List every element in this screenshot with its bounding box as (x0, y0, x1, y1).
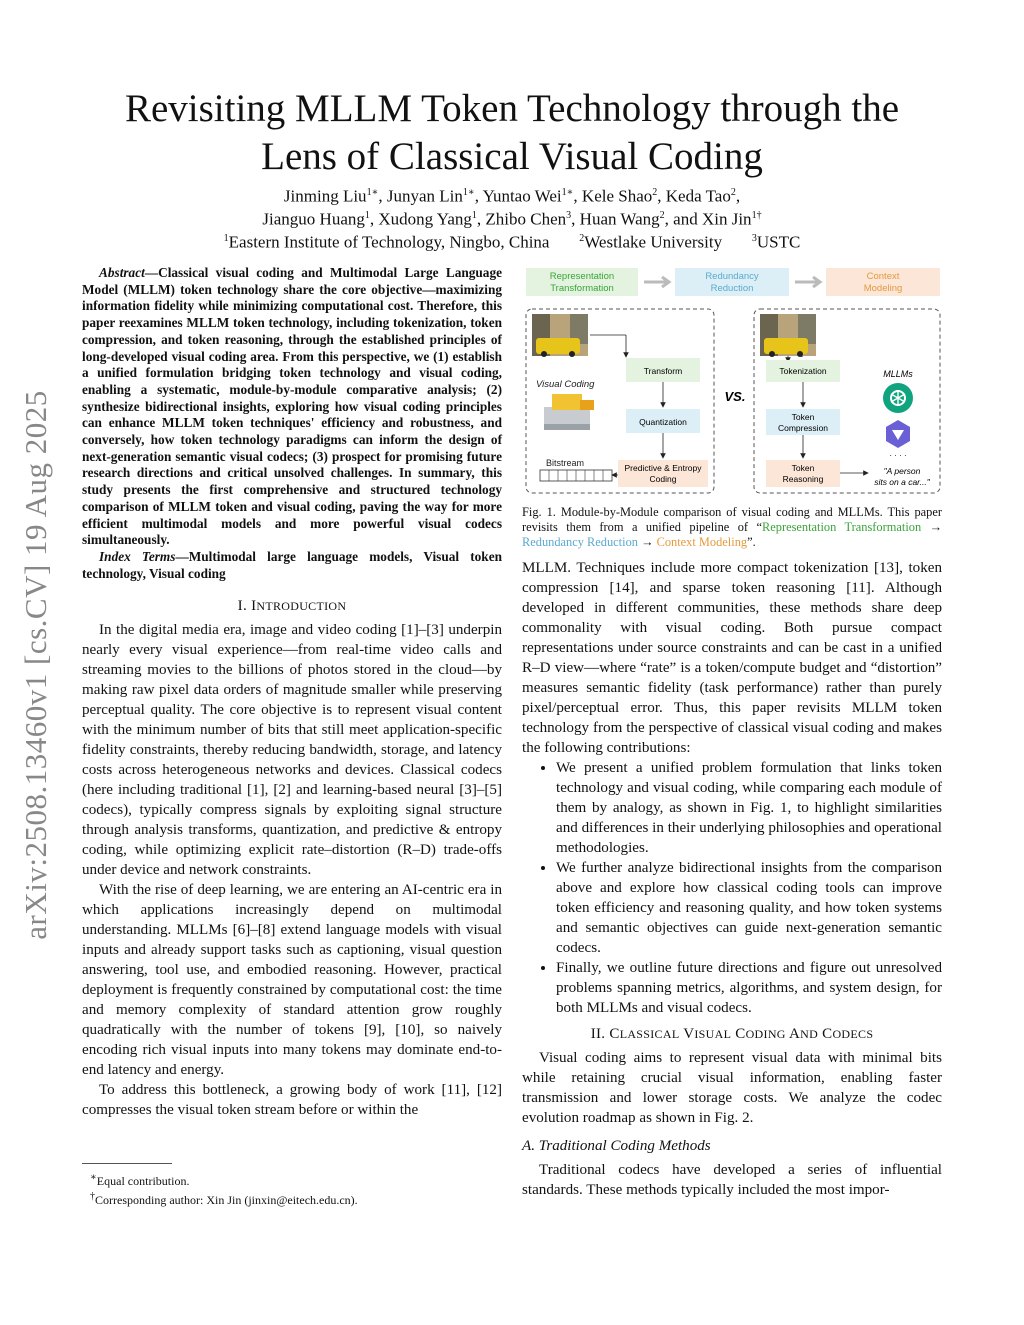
author: Jianguo Huang (262, 209, 365, 229)
affiliation: Eastern Institute of Technology, Ningbo, China (228, 232, 550, 252)
paragraph: Visual coding aims to represent visual data with minimal bits while retaining crucial visual information, enabling faster transmission and lower storage costs. We analyze the codec evolution roadmap as shown in Fig. 2. (522, 1050, 942, 1126)
author: Keda Tao (665, 186, 731, 206)
paper-title (80, 85, 944, 181)
qwen-logo-icon (886, 420, 910, 448)
step-label-transform: Transform (643, 366, 683, 376)
section-heading-classical-visual-coding: II. CLASSICAL VISUAL CODING AND CODECS (590, 1026, 874, 1042)
step-label-quantization: Quantization (639, 417, 687, 427)
stage-label-redundancy-2: Reduction (710, 283, 754, 294)
stage-label-representation-2: Transformation (550, 283, 614, 294)
stage-label-context-2: Modeling (863, 283, 903, 294)
right-column (522, 558, 942, 1200)
stage-label-redundancy: Redundancy (705, 271, 759, 282)
list-item: • We further analyze bidirectional insights from the comparison above and explore how classical coding tools can improve token efficiency and reasoning quality, and how token systems and semantic objectives can guide next-generation semantic codecs. (556, 858, 942, 958)
author: Yuntao Wei (482, 186, 562, 206)
contributions-list (522, 758, 942, 1018)
step-label-token-reasoning-2: Reasoning (782, 474, 824, 484)
output-text: "A person (883, 466, 921, 476)
bitstream-icon (540, 470, 612, 481)
author-line-1: Jinming Liu$^{1∗}$, Junyan Lin$^{1∗}$, Yuntao Wei$^{1∗}$, Kele Shao$^2$, Keda Tao$^2$, (283, 186, 741, 206)
footnotes: ∗Equal contribution. †Corresponding author: Xin Jin (jinxin@eitech.edu.cn). (90, 1172, 358, 1207)
paragraph: In the digital media era, image and video coding [1]–[3] underpin nearly every visual experience—from real-time video calls and streaming movies to the billions of photos stored in the cloud—by making raw pixel data orders of magnitude smaller while preserving perceptual quality. The core objective is to represent visual content with the minimum number of bits that still meet application-specific fidelity constraints, thereby reducing bandwidth, storage, and latency costs across heterogeneous networks and devices. Classical codecs (here including traditional [1], [2] and learning-based neural [3]–[5] codecs), typically compress signals by exploiting signal structure through analysis transforms, quantization, and predictive & entropy coding, while optimizing explicit rate–distortion (R–D) trade-offs under device and network constraints. (82, 622, 502, 879)
author: Huan Wang (579, 209, 660, 229)
list-item: • Finally, we outline future directions and figure out unresolved problems spanning metrics, algorithms, and system design, for both MLLMs and visual codecs. (556, 958, 942, 1018)
paragraph: With the rise of deep learning, we are entering an AI-centric era in which applications increasingly depend on multimodal understanding. MLLMs [6]–[8] extend language models with visual inputs and already support tasks such as captioning, visual question answering, tool use, and embodied reasoning. However, practical deployment is frequently constrained by computational cost: the time and memory complexity of standard attention grow roughly quadratically with the number of tokens [9], [10], so naively encoding rich visual inputs into many tokens may dominate end-to-end latency and energy. (82, 882, 502, 1079)
caption-redundancy: Redundancy Reduction (522, 535, 638, 549)
openai-logo-icon (883, 383, 913, 413)
stage-label-context: Context (866, 271, 900, 282)
author: Zhibo Chen (485, 209, 567, 229)
author: Jinming Liu (283, 186, 367, 206)
author: Xudong Yang (378, 209, 472, 229)
affiliation: Westlake University (584, 232, 723, 252)
street-photo-left (532, 314, 588, 357)
section-heading-introduction: I. INTRODUCTION (237, 598, 347, 615)
footnote: Corresponding author: Xin Jin (jinxin@eitech.edu.cn). (95, 1193, 358, 1207)
step-label-entropy-2: Coding (649, 474, 677, 484)
list-item: • We present a unified problem formulation that links token technology and visual coding, while comparing each module of them by analogy, as shown in Fig. 1, to highlight similarities and differences in their underlying philosophies and operational methodologies. (556, 758, 942, 858)
more-models-ellipsis: · · · · (889, 451, 907, 460)
step-label-tokenization: Tokenization (779, 366, 827, 376)
encoder-machine-icon (544, 394, 594, 430)
index-terms (82, 549, 502, 582)
figure-1-caption: Fig. 1. Module-by-Module comparison of visual coding and MLLMs. This paper revisits them from a unified pipeline of “Representation Transformation → Redundancy Reduction → Context Modeling”. (522, 505, 942, 549)
arxiv-identifier (6, 370, 66, 960)
step-label-token-compression-2: Compression (777, 423, 829, 433)
caption-representation: Representation Transformation (762, 520, 922, 534)
affiliations: $^1$Eastern Institute of Technology, Ningbo, China $^2$Westlake University $^3$USTC (223, 232, 801, 252)
paragraph: MLLM. Techniques include more compact tokenization [13], token compression [14], and sparse token reasoning [11]. Although developed in different communities, these methods share deep commonality with visual coding. Both pursue compact representations under source constraints and can be cast in a unified R–D view—where “rate” is a token/compute budget and “distortion” measures semantic fidelity (task performance) rather than purely pixel/perceptual error. Thus, this paper revisits MLLM token technology from the perspective of classical visual coding and makes the following contributions: (522, 560, 942, 756)
author-line-2: Jianguo Huang$^1$, Xudong Yang$^1$, Zhibo Chen$^3$, Huan Wang$^2$, and Xin Jin$^{1\dagger}$ (262, 209, 762, 229)
step-label-token-compression: Token (791, 412, 815, 422)
stage-label-representation: Representation (549, 271, 615, 282)
left-column (82, 265, 502, 1120)
caption-context: Context Modeling (656, 535, 748, 549)
abstract-label: Abstract (99, 265, 145, 280)
affiliation: USTC (756, 232, 801, 252)
abstract (82, 265, 502, 549)
author: Kele Shao (581, 186, 653, 206)
title-line-1: Revisiting MLLM Token Technology through the (124, 87, 900, 130)
subsection-heading: A. Traditional Coding Methods (522, 1138, 711, 1154)
street-photo-right (760, 314, 816, 357)
author: Xin Jin (701, 209, 752, 229)
step-label-token-reasoning: Token (791, 463, 815, 473)
visual-coding-title: Visual Coding (536, 379, 595, 390)
author: Junyan Lin (386, 186, 463, 206)
footnote: Equal contribution. (96, 1174, 190, 1188)
bitstream-label: Bitstream (546, 458, 585, 468)
index-terms-text: —Multimodal large language models, Visual token technology, Visual coding (82, 548, 502, 581)
mllms-label: MLLMs (883, 369, 913, 379)
output-text-2: sits on a car..." (874, 477, 930, 487)
arxiv-identifier-text: arXiv:2508.13460v1 [cs.CV] 19 Aug 2025 (18, 390, 53, 940)
index-terms-label: Index Terms (99, 548, 176, 564)
stage-arrow-icon (795, 277, 820, 287)
figure-1-diagram (522, 262, 944, 500)
step-label-entropy: Predictive & Entropy (624, 463, 702, 473)
vs-label: VS. (724, 389, 746, 404)
abstract-text: —Classical visual coding and Multimodal Large Language Model (MLLM) token technology share the core objective—maximizing information fidelity while minimizing computational cost. Therefore, this paper reexamines MLLM token technology, including tokenization, token compression, and token reasoning, through the established principles of long-developed visual coding area. From this perspective, we (1) establish a unified formulation bridging token technology and visual coding, enabling a systematic, module-by-module comparative analysis; (2) synthesize bidirectional insights, exploring how visual coding principles can enhance MLLM token techniques' efficiency and robustness, and conversely, how token technology paradigms can inform the design of next-generation semantic visual codecs; (3) prospect for promising future research directions and critical unsolved challenges. In summary, this study presents the first comprehensive and structured technology comparison of MLLM token and visual coding, paving the way for more efficient multimodal models and more powerful visual codecs simultaneously. (82, 265, 502, 548)
footnote-rule (82, 1163, 172, 1164)
stage-arrow-icon (644, 277, 669, 287)
paragraph: Traditional codecs have developed a series of influential standards. These methods typically included the most impor- (522, 1162, 942, 1198)
title-line-2: Lens of Classical Visual Coding (261, 135, 763, 178)
paragraph: To address this bottleneck, a growing body of work [11], [12] compresses the visual token stream before or within the (82, 1082, 502, 1119)
